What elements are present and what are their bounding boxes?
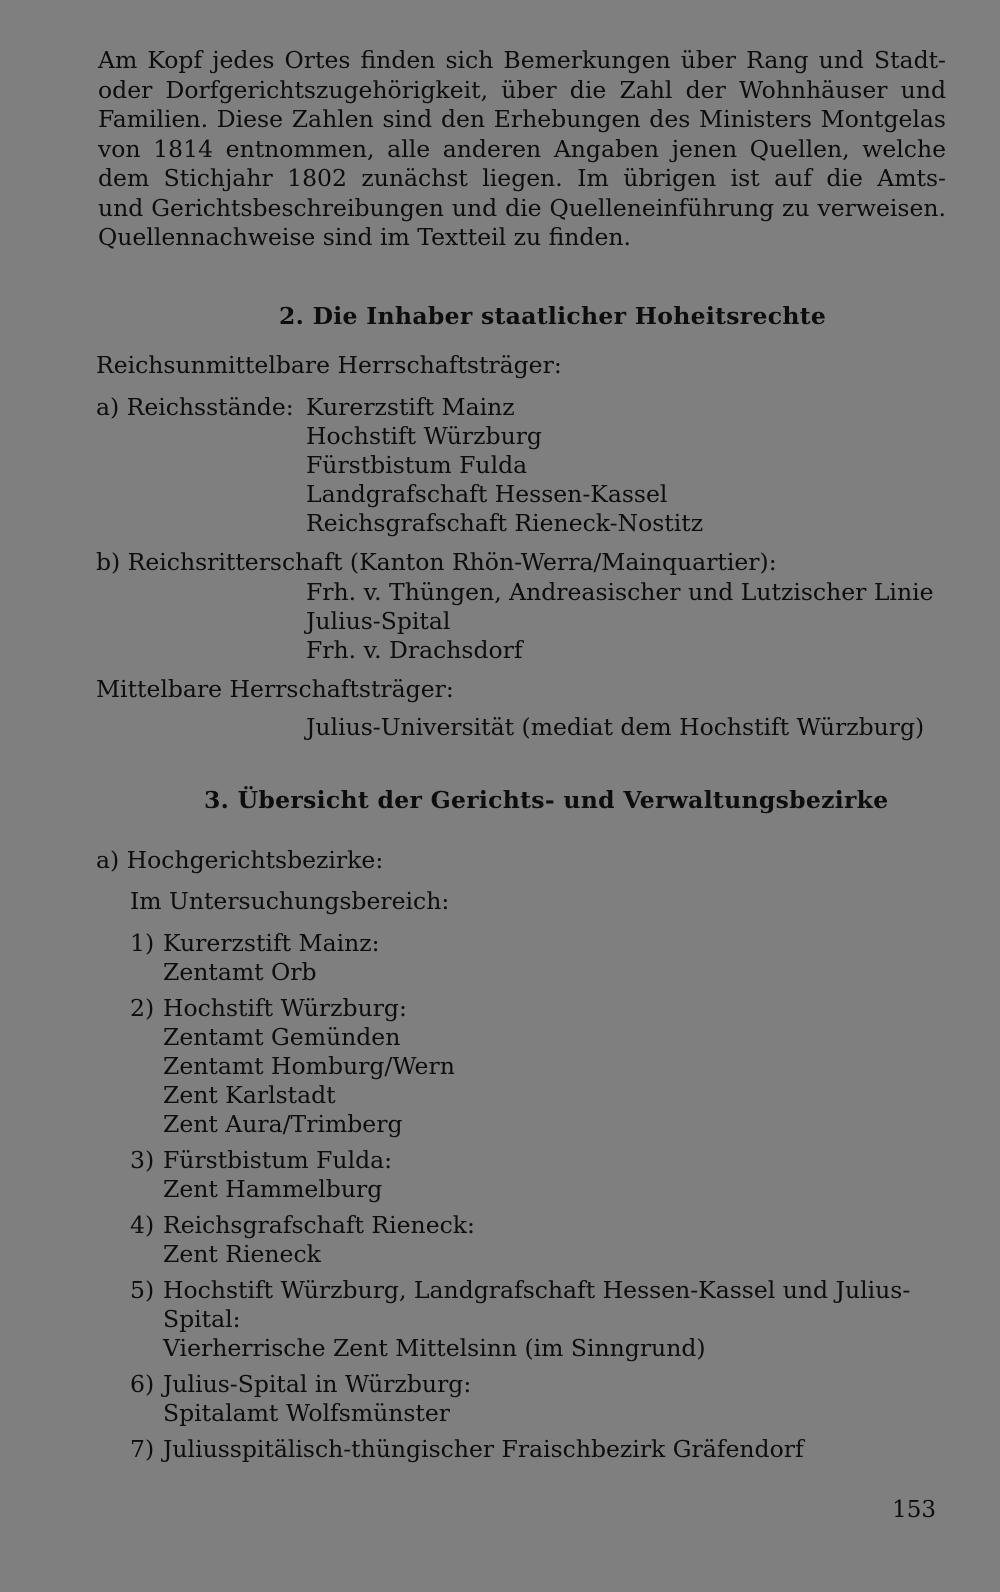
district-number: 4)	[130, 1211, 155, 1239]
imperial-knight-item: Frh. v. Drachsdorf	[306, 636, 523, 664]
imperial-knights-label: b) Reichsritterschaft (Kanton Rhön-Werra/Mainquartier):	[96, 548, 777, 576]
district-line: Zent Rieneck	[163, 1240, 321, 1268]
section-3-heading: 3. Übersicht der Gerichts- und Verwaltungsbezirke	[204, 786, 889, 814]
mediate-rulers-label: Mittelbare Herrschaftsträger:	[96, 675, 454, 703]
imperial-estate-item: Fürstbistum Fulda	[306, 451, 528, 479]
intro-line: und Gerichtsbeschreibungen und die Quelleneinführung zu verweisen.	[98, 193, 946, 222]
district-line: Julius-Spital in Würzburg:	[163, 1370, 472, 1398]
district-number: 5)	[130, 1276, 155, 1304]
page-number: 153	[892, 1497, 936, 1523]
district-number: 6)	[130, 1370, 155, 1398]
imperial-knight-item: Frh. v. Thüngen, Andreasischer und Lutzischer Linie	[306, 578, 934, 606]
immediate-rulers-label: Reichsunmittelbare Herrschaftsträger:	[96, 351, 562, 379]
imperial-knight-item: Julius-Spital	[306, 607, 451, 635]
high-court-districts-label: a) Hochgerichtsbezirke:	[96, 846, 384, 874]
district-line: Zent Aura/Trimberg	[163, 1110, 403, 1138]
section-2-heading: 2. Die Inhaber staatlicher Hoheitsrechte	[279, 302, 827, 330]
district-line: Zentamt Orb	[163, 958, 317, 986]
district-line: Zent Karlstadt	[163, 1081, 336, 1109]
district-number: 2)	[130, 994, 155, 1022]
district-number: 1)	[130, 929, 155, 957]
intro-line: dem Stichjahr 1802 zunächst liegen. Im übrigen ist auf die Amts-	[98, 164, 946, 192]
mediate-ruler-item: Julius-Universität (mediat dem Hochstift Würzburg)	[306, 713, 925, 741]
study-area-label: Im Untersuchungsbereich:	[130, 887, 450, 915]
district-line: Spital:	[163, 1305, 241, 1333]
intro-paragraph	[98, 46, 946, 253]
district-number: 3)	[130, 1146, 155, 1174]
district-line: Zentamt Gemünden	[163, 1023, 401, 1051]
imperial-estates-label: a) Reichsstände:	[96, 393, 294, 421]
district-line: Reichsgrafschaft Rieneck:	[163, 1211, 475, 1239]
intro-line: oder Dorfgerichtszugehörigkeit, über die Zahl der Wohnhäuser und	[98, 75, 946, 104]
district-line: Kurerzstift Mainz:	[163, 929, 380, 957]
district-line: Fürstbistum Fulda:	[163, 1146, 393, 1174]
district-line: Zent Hammelburg	[163, 1175, 383, 1203]
imperial-estate-item: Kurerzstift Mainz	[306, 393, 515, 421]
intro-line: von 1814 entnommen, alle anderen Angaben jenen Quellen, welche	[98, 134, 946, 163]
district-line: Vierherrische Zent Mittelsinn (im Sinngrund)	[163, 1334, 706, 1362]
district-line: Hochstift Würzburg, Landgrafschaft Hessen-Kassel und Julius-	[163, 1276, 911, 1304]
district-line: Zentamt Homburg/Wern	[163, 1052, 455, 1080]
intro-line: Quellennachweise sind im Textteil zu finden.	[98, 223, 631, 251]
imperial-estate-item: Landgrafschaft Hessen-Kassel	[306, 480, 668, 508]
district-line: Spitalamt Wolfsmünster	[163, 1399, 451, 1427]
intro-line: Familien. Diese Zahlen sind den Erhebungen des Ministers Montgelas	[98, 105, 946, 133]
imperial-estate-item: Hochstift Würzburg	[306, 422, 542, 450]
intro-line: Am Kopf jedes Ortes finden sich Bemerkungen über Rang und Stadt-	[98, 46, 946, 74]
district-number: 7)	[130, 1435, 155, 1463]
imperial-estate-item: Reichsgrafschaft Rieneck-Nostitz	[306, 509, 704, 537]
district-line: Hochstift Würzburg:	[163, 994, 407, 1022]
district-line: Juliusspitälisch-thüngischer Fraischbezirk Gräfendorf	[163, 1435, 804, 1463]
